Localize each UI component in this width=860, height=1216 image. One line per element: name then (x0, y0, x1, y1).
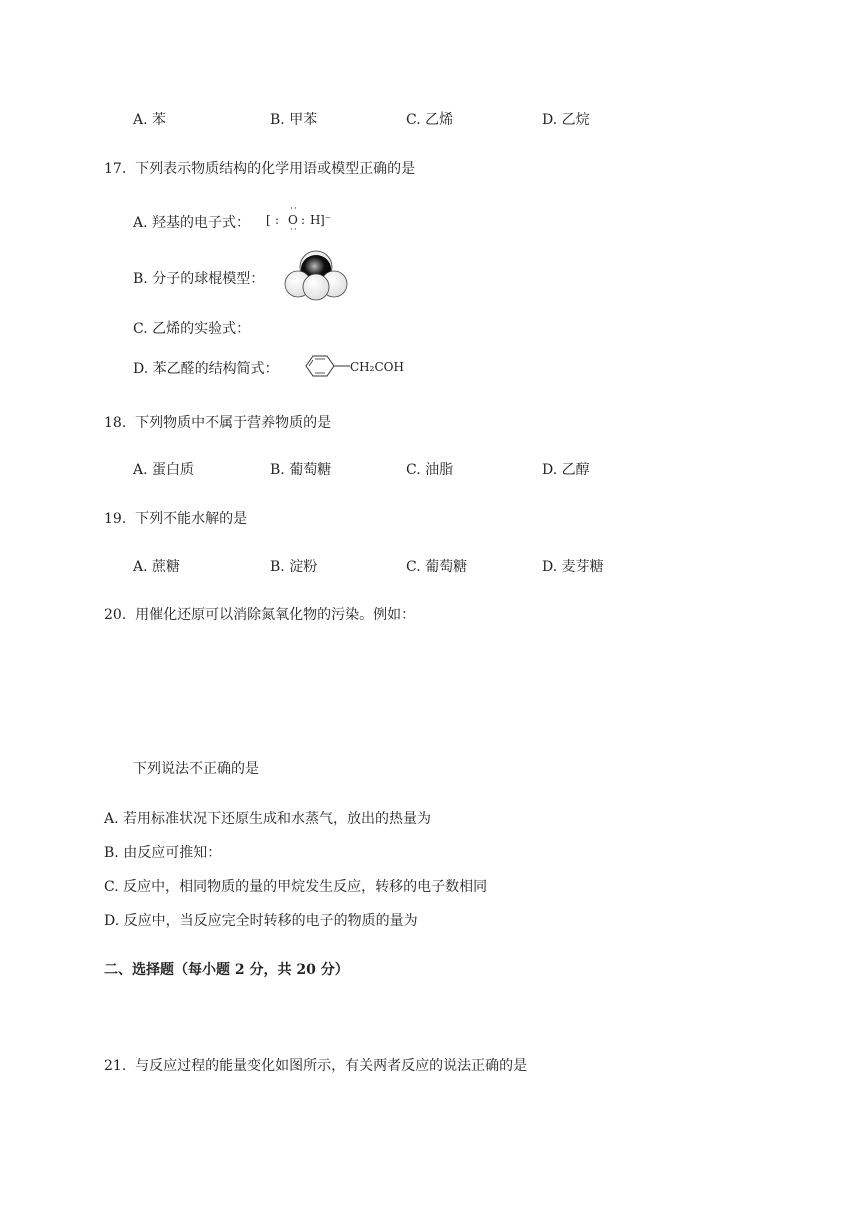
option-text: 甲苯 (289, 112, 318, 128)
q20-subprompt: 下列说法不正确的是 (133, 761, 259, 777)
option-text: 乙醇 (561, 462, 590, 478)
q19-option-a (133, 558, 180, 576)
question-stem: 下列不能水解的是 (135, 511, 248, 527)
formula-charge: ]⁻ (320, 213, 332, 227)
option-text: 羟基的电子式： (152, 215, 251, 231)
option-letter: A. (133, 112, 148, 128)
q19-option-b (270, 558, 317, 576)
q18-option-c (406, 461, 453, 479)
lone-pair-top: ·· (290, 204, 298, 214)
option-letter: C. (406, 112, 421, 128)
q20-option-b (104, 844, 221, 862)
q17-option-b (133, 270, 264, 288)
option-letter: B. (104, 845, 119, 861)
option-letter: A. (133, 462, 148, 478)
option-letter: D. (104, 913, 120, 929)
option-letter: C. (406, 462, 421, 478)
option-letter: B. (270, 462, 285, 478)
option-letter: B. (270, 559, 285, 575)
question-stem: 与反应过程的能量变化如图所示，有关两者反应的说法正确的是 (135, 1058, 528, 1074)
option-letter: A. (133, 559, 148, 575)
formula-colon: : (301, 213, 306, 227)
section-heading: 二、选择题（每小题 2 分，共 20 分） (104, 962, 349, 978)
question-number: 19. (104, 511, 127, 527)
lone-pair-bottom: ·· (290, 225, 298, 235)
q16-option-b (270, 111, 317, 129)
option-text: 反应中，相同物质的量的甲烷发生反应，转移的电子数相同 (123, 879, 488, 895)
q20-option-c (104, 878, 487, 896)
option-text: 葡萄糖 (425, 559, 468, 575)
q19-option-d (542, 558, 604, 576)
question-20 (104, 606, 415, 624)
option-text: 麦芽糖 (561, 559, 604, 575)
formula-bracket: [ (266, 213, 271, 227)
question-stem: 下列表示物质结构的化学用语或模型正确的是 (135, 161, 416, 177)
option-letter: B. (270, 112, 285, 128)
q20-option-d (104, 912, 418, 930)
question-number: 20. (104, 607, 127, 623)
question-21 (104, 1057, 527, 1075)
formula-oxygen: O (288, 213, 298, 227)
option-text: 乙烯 (425, 112, 454, 128)
option-text: 分子的球棍模型： (152, 271, 265, 287)
question-number: 18. (104, 415, 127, 431)
option-letter: D. (542, 559, 558, 575)
q20-option-a (104, 810, 431, 828)
q18-option-b (270, 461, 331, 479)
question-stem: 用催化还原可以消除氮氧化物的污染。例如： (135, 607, 416, 623)
question-number: 21. (104, 1058, 127, 1074)
option-letter: D. (133, 361, 149, 377)
benzene-ring-icon (296, 352, 352, 380)
option-text: 葡萄糖 (289, 462, 332, 478)
option-text: 乙烷 (561, 112, 590, 128)
phenylacetaldehyde-formula: CH₂COH (350, 360, 404, 374)
option-text: 蔗糖 (152, 559, 181, 575)
q16-option-d (542, 111, 590, 129)
option-text: 蛋白质 (152, 462, 195, 478)
option-letter: C. (133, 321, 148, 337)
option-text: 由反应可推知： (123, 845, 222, 861)
option-text: 苯 (152, 112, 167, 128)
q16-option-c (406, 111, 453, 129)
option-letter: D. (542, 462, 558, 478)
q19-option-c (406, 558, 467, 576)
option-text: 若用标准状况下还原生成和水蒸气，放出的热量为 (123, 811, 432, 827)
q18-option-d (542, 461, 590, 479)
option-letter: A. (104, 811, 119, 827)
option-text: 反应中，当反应完全时转移的电子的物质的量为 (123, 913, 418, 929)
formula-colon: : (275, 213, 280, 227)
option-letter: C. (104, 879, 119, 895)
option-letter: A. (133, 215, 148, 231)
q18-option-a (133, 461, 194, 479)
option-letter: C. (406, 559, 421, 575)
q17-option-d (133, 360, 279, 378)
question-number: 17. (104, 161, 127, 177)
question-17 (104, 160, 415, 178)
option-text: 油脂 (425, 462, 454, 478)
option-letter: D. (542, 112, 558, 128)
q17-option-a (133, 214, 250, 232)
option-letter: B. (133, 271, 148, 287)
q16-option-a (133, 111, 166, 129)
question-19 (104, 510, 247, 528)
ball-and-stick-model (280, 246, 352, 302)
q17-option-c (133, 320, 250, 338)
hydroxyl-electron-formula (266, 204, 346, 236)
option-text: 淀粉 (289, 559, 318, 575)
question-stem: 下列物质中不属于营养物质的是 (135, 415, 332, 431)
option-text: 乙烯的实验式： (152, 321, 251, 337)
formula-hydrogen: H (310, 213, 321, 227)
option-text: 苯乙醛的结构简式： (152, 361, 279, 377)
question-18 (104, 414, 331, 432)
